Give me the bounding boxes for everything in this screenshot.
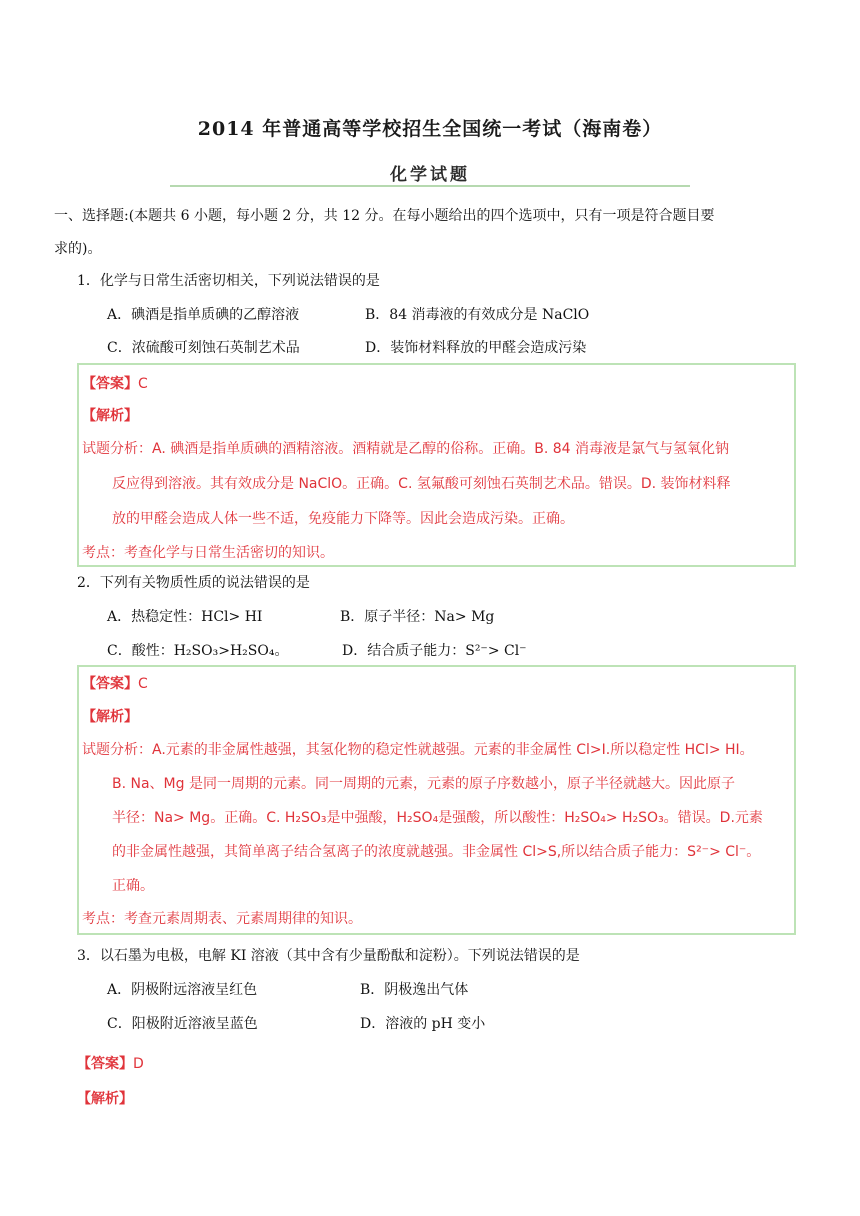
question-3-option-c: C．阳极附近溶液呈蓝色 — [107, 1016, 258, 1032]
question-2-analysis-line5: 正确。 — [112, 878, 154, 894]
answer-label: 【答案】 — [82, 676, 138, 692]
section-instructions-line2: 求的)。 — [54, 241, 102, 257]
question-1-point: 考点：考查化学与日常生活密切的知识。 — [82, 545, 334, 561]
question-2-option-b: B．原子半径：Na> Mg — [340, 609, 495, 625]
answer-value: C — [138, 376, 148, 392]
exam-title: 2014 年普通高等学校招生全国统一考试（海南卷） — [197, 118, 663, 140]
question-3-option-d: D．溶液的 pH 变小 — [360, 1016, 486, 1032]
question-1-option-c: C．浓硫酸可刻蚀石英制艺术品 — [107, 340, 300, 356]
question-3-option-a: A．阴极附远溶液呈红色 — [107, 982, 258, 998]
question-1-stem: 1．化学与日常生活密切相关，下列说法错误的是 — [77, 273, 380, 289]
title-divider — [170, 185, 690, 187]
question-2-analysis-line3: 半径：Na> Mg。正确。C. H₂SO₃是中强酸，H₂SO₄是强酸，所以酸性：H₂SO₄> H₂SO₃。错误。D.元素 — [112, 810, 763, 826]
question-2-answer — [82, 673, 148, 693]
question-1-analysis-line1: 试题分析：A. 碘酒是指单质碘的酒精溶液。酒精就是乙醇的俗称。正确。B. 84 消毒液是氯气与氢氧化钠 — [82, 441, 729, 457]
question-2-answer-box — [77, 665, 796, 935]
question-3-analysis-label: 【解析】 — [77, 1091, 133, 1107]
question-2-analysis-label: 【解析】 — [82, 709, 138, 725]
question-1-answer — [82, 373, 148, 393]
answer-value: D — [133, 1056, 144, 1072]
question-2-option-d: D．结合质子能力：S²⁻> Cl⁻ — [342, 643, 527, 659]
question-2-analysis-line2: B. Na、Mg 是同一周期的元素。同一周期的元素，元素的原子序数越小，原子半径就越大。因此原子 — [112, 776, 735, 792]
question-2-stem: 2．下列有关物质性质的说法错误的是 — [77, 575, 310, 591]
question-1-analysis-line2: 反应得到溶液。其有效成分是 NaClO。正确。C. 氢氟酸可刻蚀石英制艺术品。错误。D. 装饰材料释 — [112, 476, 731, 492]
question-1-option-d: D．装饰材料释放的甲醛会造成污染 — [365, 340, 587, 356]
question-3-answer — [77, 1053, 144, 1073]
question-2-analysis-line4: 的非金属性越强，其简单离子结合氢离子的浓度就越强。非金属性 Cl>S,所以结合质子能力：S²⁻> Cl⁻。 — [112, 844, 761, 860]
question-1-analysis-line3: 放的甲醛会造成人体一些不适，免疫能力下降等。因此会造成污染。正确。 — [112, 511, 574, 527]
question-3-stem: 3．以石墨为电极，电解 KI 溶液（其中含有少量酚酞和淀粉）。下列说法错误的是 — [77, 948, 580, 964]
question-1-option-a: A．碘酒是指单质碘的乙醇溶液 — [107, 307, 300, 323]
section-instructions-line1: 一、选择题:(本题共 6 小题，每小题 2 分，共 12 分。在每小题给出的四个选项中，只有一项是符合题目要 — [54, 208, 715, 224]
question-2-analysis-line1: 试题分析：A.元素的非金属性越强，其氢化物的稳定性就越强。元素的非金属性 Cl>I.所以稳定性 HCl> HI。 — [82, 742, 754, 758]
question-1-answer-box — [77, 363, 796, 567]
question-2-point: 考点：考查元素周期表、元素周期律的知识。 — [82, 911, 362, 927]
answer-label: 【答案】 — [82, 376, 138, 392]
question-1-option-b: B．84 消毒液的有效成分是 NaClO — [365, 307, 590, 323]
question-1-analysis-label: 【解析】 — [82, 408, 138, 424]
question-3-option-b: B．阴极逸出气体 — [360, 982, 469, 998]
answer-value: C — [138, 676, 148, 692]
answer-label: 【答案】 — [77, 1056, 133, 1072]
question-2-option-c: C．酸性：H₂SO₃>H₂SO₄。 — [107, 643, 289, 659]
exam-subtitle: 化学试题 — [390, 165, 470, 185]
question-2-option-a: A．热稳定性：HCl> HI — [107, 609, 263, 625]
